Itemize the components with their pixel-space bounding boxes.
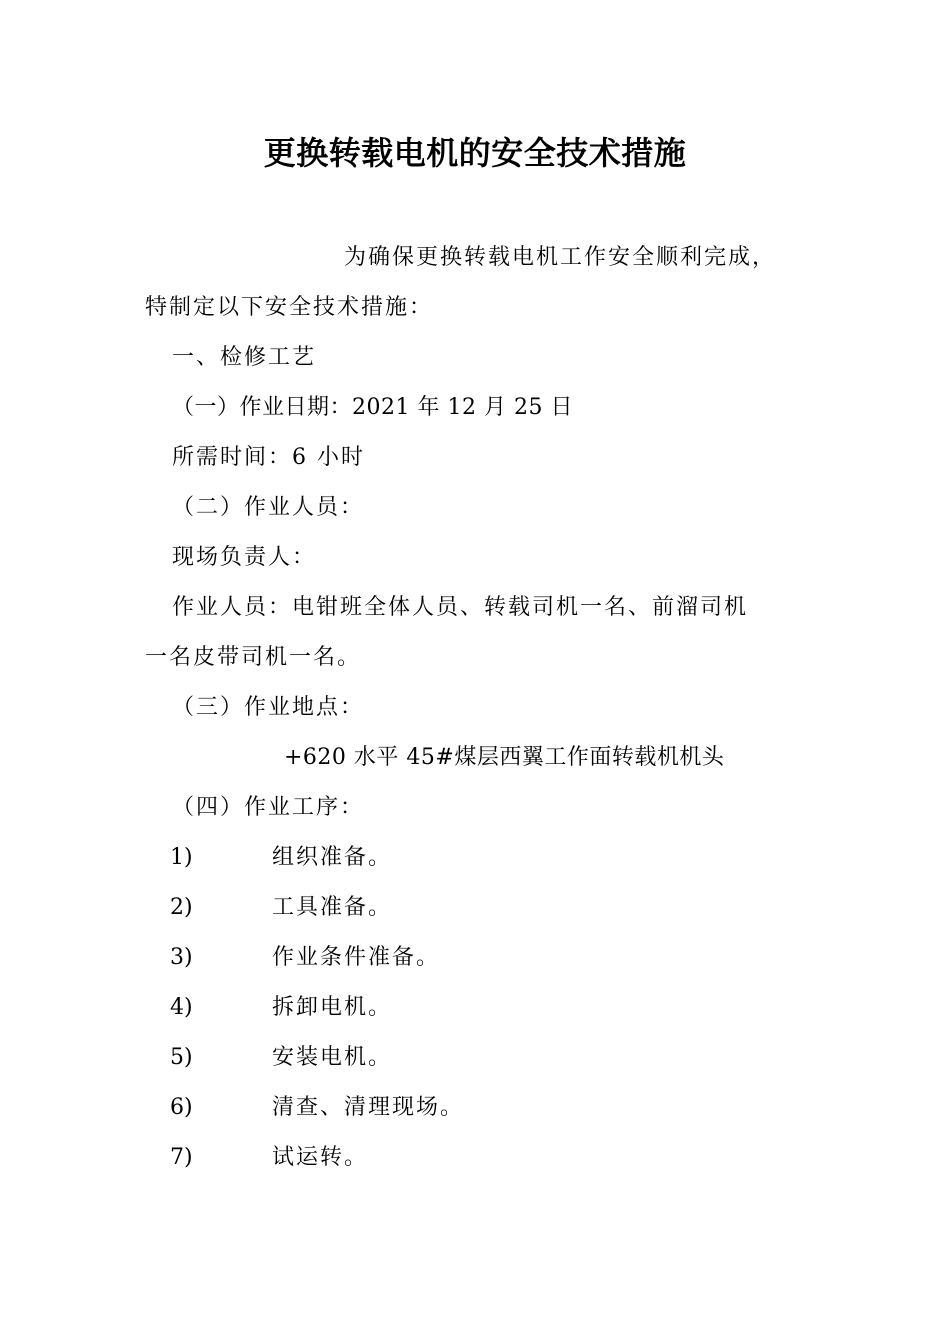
step-number: 5) [170, 1045, 193, 1070]
intro-line-1: 为确保更换转载电机工作安全顺利完成， [344, 245, 777, 270]
step-text: 拆卸电机。 [272, 995, 393, 1020]
procedure-heading: （四）作业工序： [172, 795, 365, 820]
step-number: 1) [170, 845, 193, 870]
step-number: 3) [170, 945, 193, 970]
step-text: 清查、清理现场。 [272, 1095, 465, 1120]
step-text: 工具准备。 [272, 895, 393, 920]
document-title: 更换转载电机的安全技术措施 [263, 134, 687, 172]
workers-line-2: 一名皮带司机一名。 [145, 645, 362, 670]
work-date: （一）作业日期：2021 年 12 月 25 日 [172, 395, 573, 420]
step-number: 2) [170, 895, 193, 920]
work-location: +620 水平 45#煤层西翼工作面转载机机头 [284, 745, 725, 770]
step-number: 4) [170, 995, 193, 1020]
step-number: 7) [170, 1145, 193, 1170]
time-needed: 所需时间：6 小时 [172, 445, 365, 470]
step-text: 安装电机。 [272, 1045, 393, 1070]
step-text: 试运转。 [272, 1145, 369, 1170]
step-text: 组织准备。 [272, 845, 393, 870]
step-text: 作业条件准备。 [272, 945, 441, 970]
workers-line-1: 作业人员：电钳班全体人员、转载司机一名、前溜司机 [172, 595, 749, 620]
step-number: 6) [170, 1095, 193, 1120]
intro-line-2: 特制定以下安全技术措施： [145, 295, 434, 320]
section-heading-process: 一、检修工艺 [172, 345, 317, 370]
site-leader: 现场负责人： [172, 545, 317, 570]
personnel-heading: （二）作业人员： [172, 495, 365, 520]
location-heading: （三）作业地点： [172, 695, 365, 720]
